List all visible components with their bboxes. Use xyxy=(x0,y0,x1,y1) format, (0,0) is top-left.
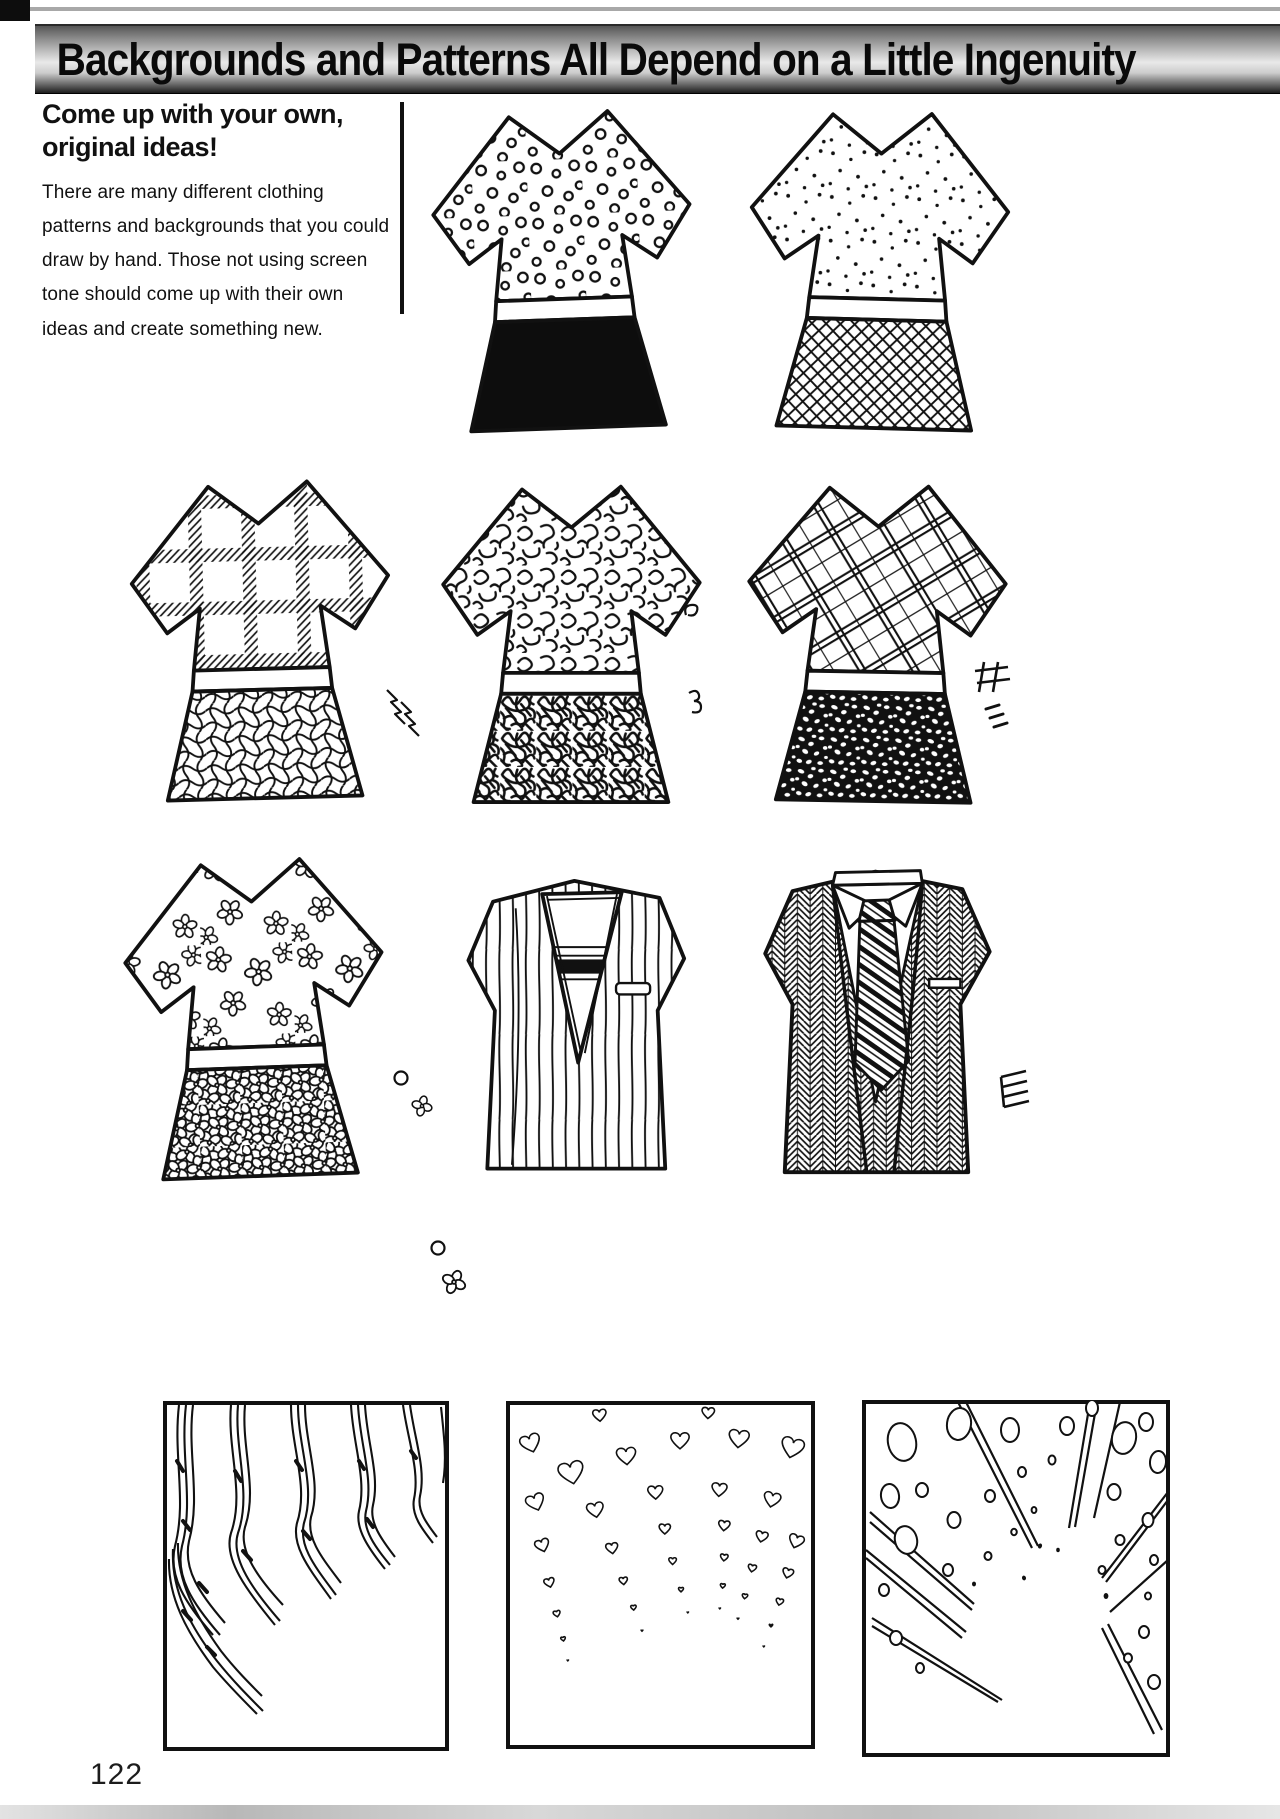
intro-heading xyxy=(42,98,398,164)
flower-decoration xyxy=(406,1090,438,1122)
panel-burst-bubbles xyxy=(862,1400,1170,1757)
intro-body: There are many different clothing patterns and backgrounds that you could draw by hand. Those not using screen tone should come up with their own ideas and create something new. xyxy=(42,181,390,340)
shirt-waistband xyxy=(501,673,641,694)
flower-decoration xyxy=(436,1264,472,1300)
figure-shirt-flowers xyxy=(106,847,402,1185)
circle-decoration xyxy=(391,1068,411,1088)
squiggle-zigzag-decoration xyxy=(383,688,428,748)
panel-streak-lines xyxy=(163,1401,449,1751)
shirt-bodice xyxy=(430,108,693,303)
scan-top-edge xyxy=(0,7,1280,11)
shirt-bodice xyxy=(443,487,700,673)
figure-shirt-hatched-plaid-pebble xyxy=(114,470,407,805)
shirt-skirt xyxy=(776,317,974,430)
hatch-ladder-decoration xyxy=(995,1066,1035,1112)
curl-decoration xyxy=(684,688,712,720)
chest-pocket xyxy=(616,983,650,994)
page-number: 122 xyxy=(90,1758,144,1791)
corner-ink-block xyxy=(0,0,30,21)
chest-pocket xyxy=(929,979,960,988)
figure-shirt-maze-scribble xyxy=(428,478,713,806)
shirt-skirt xyxy=(467,316,665,431)
panel-border xyxy=(165,1403,447,1749)
shirt-bodice xyxy=(122,856,385,1051)
figure-shirt-diagonal-plaid-tweed xyxy=(730,475,1021,808)
panel-radiating-hearts xyxy=(506,1401,815,1749)
dash-marks-decoration xyxy=(982,702,1018,732)
chapter-title-bar xyxy=(35,24,1280,94)
figure-shirt-rings-black xyxy=(414,99,710,437)
page-title: Backgrounds and Patterns All Depend on a Little Ingenuity xyxy=(56,33,1136,85)
scan-bottom-edge xyxy=(0,1805,1280,1819)
shirt-skirt xyxy=(776,691,973,803)
shirt-bodice xyxy=(749,109,1010,302)
vertical-divider xyxy=(400,102,404,314)
figure-suit-herringbone-tie xyxy=(733,856,1018,1178)
shirt-skirt xyxy=(159,1064,357,1179)
curl-decoration xyxy=(682,600,708,622)
figure-shirt-dots-crosshatch xyxy=(731,100,1024,435)
circle-decoration xyxy=(428,1238,448,1258)
intro-heading-line1: Come up with your own, xyxy=(42,99,343,129)
hash-mark-decoration xyxy=(972,658,1012,698)
tie-knot xyxy=(859,900,895,921)
intro-text-block xyxy=(42,98,398,347)
intro-heading-line2: original ideas! xyxy=(42,131,218,162)
shirt-skirt xyxy=(474,694,669,802)
shirt-skirt xyxy=(165,687,363,800)
panel-border xyxy=(508,1403,813,1747)
shirt-bodice xyxy=(129,479,390,672)
shirt-bodice xyxy=(748,483,1008,674)
figure-vest-vertical-stripes xyxy=(440,862,705,1178)
shirt-collar-band xyxy=(833,871,923,886)
